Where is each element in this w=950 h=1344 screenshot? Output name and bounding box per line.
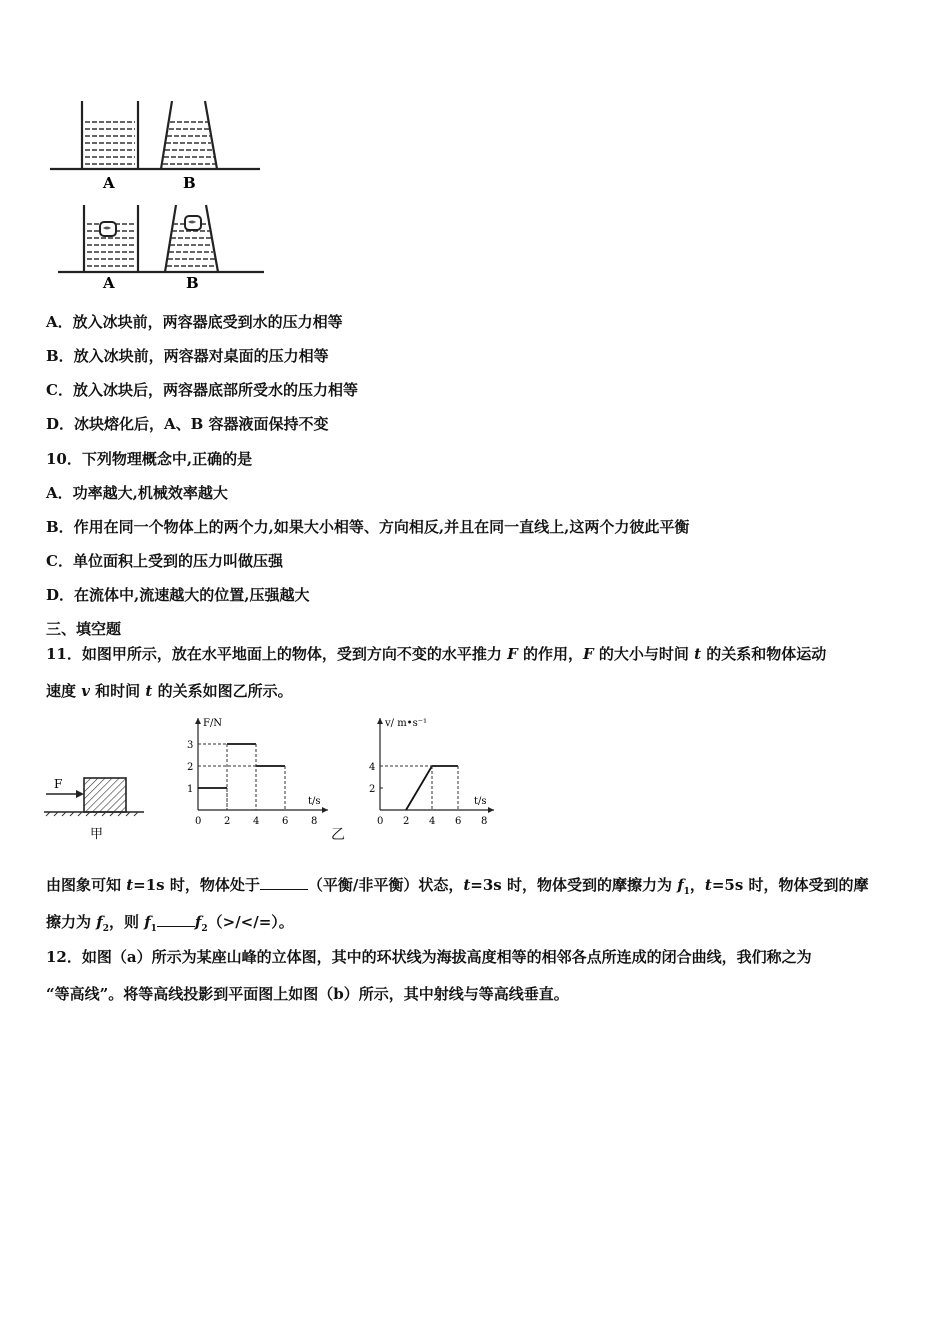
- y-tick-label: 1: [187, 784, 194, 795]
- x-axis-label: t/s: [308, 796, 321, 807]
- x-axis-label: t/s: [474, 796, 487, 807]
- velocity-time-chart: [368, 714, 498, 832]
- q10-option-b: B．作用在同一个物体上的两个力,如果大小相等、方向相反,并且在同一直线上,这两个力彼此平衡: [46, 518, 690, 536]
- q11-answer-line-1: 由图象可知 t=1s 时，物体处于 （平衡/非平衡）状态，t=3s 时，物体受到的摩擦力为 $f_1$，t=5s 时，物体受到的摩: [46, 876, 869, 897]
- y-axis-label: F/N: [203, 718, 223, 729]
- q11-line-2: 速度 v 和时间 t 的关系如图乙所示。: [46, 682, 293, 700]
- q12-line-2: “等高线”。将等高线投影到平面图上如图（b）所示，其中射线与等高线垂直。: [46, 985, 569, 1003]
- answer-blank-2[interactable]: [157, 914, 195, 927]
- x-tick-label: 0: [377, 816, 384, 827]
- q10-option-c: C．单位面积上受到的压力叫做压强: [46, 552, 283, 570]
- q10-stem: 10．下列物理概念中,正确的是: [46, 450, 253, 468]
- x-tick-label: 4: [253, 816, 260, 827]
- x-tick-label: 8: [481, 816, 488, 827]
- q11-answer-line-2: 擦力为 $f_2$，则 $f_1$ $f_2(>/</=)$。: [46, 913, 294, 934]
- force-time-chart: [182, 714, 332, 832]
- y-tick-label: 2: [369, 784, 376, 795]
- x-tick-label: 0: [195, 816, 202, 827]
- x-axis-arrow: [488, 807, 494, 813]
- x-tick-label: 6: [282, 816, 289, 827]
- y-tick-label: 4: [369, 762, 376, 773]
- y-tick-label: 3: [187, 740, 194, 751]
- block: [84, 778, 126, 812]
- containers-figure-before: [46, 98, 266, 194]
- y-axis-label: v/ m•s⁻¹: [385, 718, 427, 729]
- caption-yi: 乙: [331, 827, 345, 843]
- x-tick-label: 6: [455, 816, 462, 827]
- y-tick-label: 2: [187, 762, 194, 773]
- q9-option-b: B．放入冰块前，两容器对桌面的压力相等: [46, 347, 329, 365]
- x-tick-label: 4: [429, 816, 436, 827]
- q10-option-d: D．在流体中,流速越大的位置,压强越大: [46, 586, 310, 604]
- label-a: A: [103, 274, 115, 292]
- q9-option-c: C．放入冰块后，两容器底部所受水的压力相等: [46, 381, 358, 399]
- q12-line-1: 12．如图（a）所示为某座山峰的立体图，其中的环状线为海拔高度相等的相邻各点所连成的闭合曲线，我们称之为: [46, 948, 812, 966]
- q9-option-d: D．冰块熔化后，A、B 容器液面保持不变: [46, 415, 329, 433]
- y-axis-arrow: [195, 718, 201, 724]
- x-tick-label: 2: [224, 816, 231, 827]
- x-tick-label: 2: [403, 816, 410, 827]
- label-b: B: [183, 174, 196, 192]
- x-axis-arrow: [322, 807, 328, 813]
- caption-jia: 甲: [90, 827, 104, 842]
- q11-line-1: 11．如图甲所示，放在水平地面上的物体，受到方向不变的水平推力 F 的作用，F 的大小与时间 t 的关系和物体运动: [46, 645, 827, 663]
- answer-blank-1[interactable]: [260, 877, 308, 890]
- q9-option-a: A．放入冰块前，两容器底受到水的压力相等: [46, 313, 343, 331]
- label-b: B: [186, 274, 199, 292]
- x-tick-label: 8: [311, 816, 318, 827]
- figure-jia: [42, 770, 152, 844]
- y-axis-arrow: [377, 718, 383, 724]
- section-title: 三、填空题: [46, 620, 122, 638]
- label-a: A: [103, 174, 115, 192]
- containers-figure-after: [46, 202, 266, 294]
- q10-option-a: A．功率越大,机械效率越大: [46, 484, 228, 502]
- force-label: F: [54, 777, 63, 791]
